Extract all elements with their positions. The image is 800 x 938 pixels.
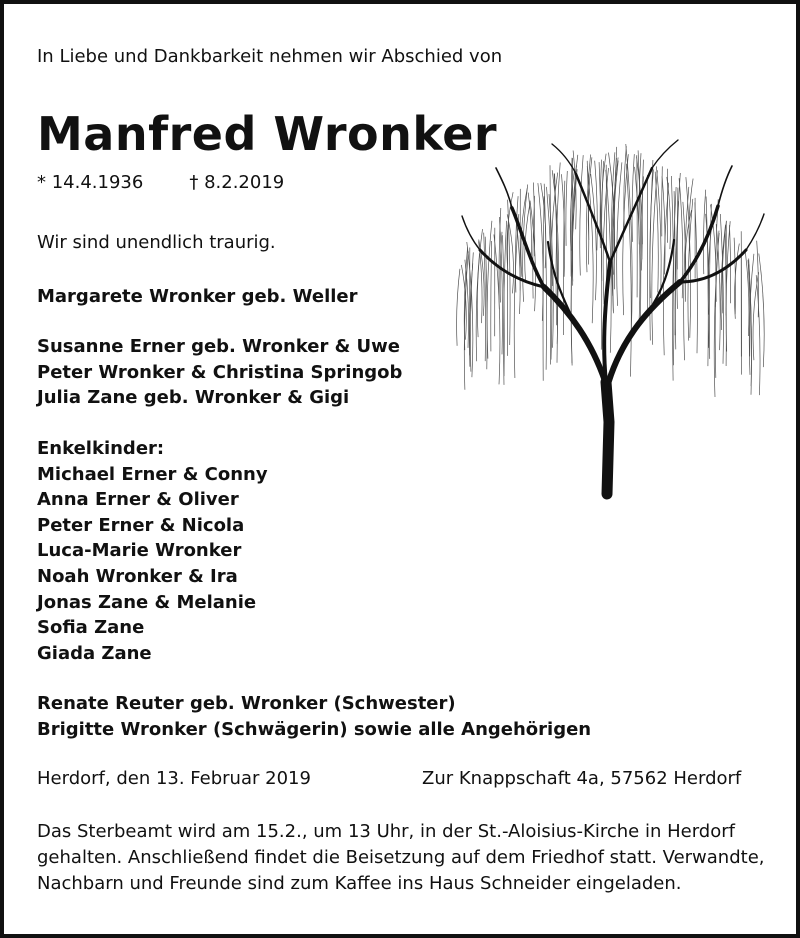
willow-twig	[632, 154, 634, 242]
willow-twig	[614, 147, 617, 289]
willow-twig	[662, 166, 663, 236]
lead-text: Wir sind unendlich traurig.	[37, 232, 276, 253]
grandchild-entry: Jonas Zane & Melanie	[37, 591, 257, 613]
willow-twig	[476, 253, 479, 361]
relative-entry: Renate Reuter geb. Wronker (Schwester)	[37, 693, 456, 714]
life-dates	[37, 172, 284, 193]
willow-twig	[491, 241, 492, 351]
willow-twig	[759, 254, 764, 368]
place-date: Herdorf, den 13. Februar 2019	[37, 768, 311, 789]
child-entry: Susanne Erner geb. Wronker & Uwe	[37, 336, 401, 357]
grandchild-entry: Giada Zane	[37, 642, 152, 664]
birth-date: * 14.4.1936	[37, 172, 144, 193]
willow-twig	[753, 272, 759, 360]
willow-twig	[756, 275, 760, 395]
intro-text: In Liebe und Dankbarkeit nehmen wir Abschied von	[37, 46, 503, 67]
willow-twig	[726, 221, 730, 351]
weeping-willow-tree-icon	[452, 122, 770, 502]
child-entry: Julia Zane geb. Wronker & Gigi	[37, 387, 350, 409]
grandchild-entry: Noah Wronker & Ira	[37, 565, 238, 587]
mourning-address: Zur Knappschaft 4a, 57562 Herdorf	[422, 768, 742, 789]
willow-twig	[547, 187, 552, 360]
grandchild-entry: Luca-Marie Wronker	[37, 540, 242, 562]
grandchild-entry: Anna Erner & Oliver	[37, 489, 239, 511]
grandchildren-heading: Enkelkinder:	[37, 438, 165, 459]
willow-twig	[457, 269, 460, 346]
funeral-info-line: gehalten. Anschließend findet die Beisetzung auf dem Friedhof statt. Verwandte,	[37, 846, 765, 868]
spouse-name: Margarete Wronker geb. Weller	[37, 286, 358, 307]
relatives-block	[37, 691, 591, 742]
willow-twig	[550, 165, 551, 364]
willow-twig	[662, 176, 665, 274]
grandchild-entry: Michael Erner & Conny	[37, 463, 268, 485]
willow-twig	[656, 166, 661, 301]
willow-twig	[642, 160, 643, 245]
spouse-block	[37, 284, 358, 310]
grandchildren-block	[37, 436, 268, 666]
grandchild-entry: Sofia Zane	[37, 617, 145, 639]
relative-entry: Brigitte Wronker (Schwägerin) sowie alle Angehörigen	[37, 718, 592, 740]
death-date: † 8.2.2019	[189, 172, 285, 193]
funeral-info-line: Nachbarn und Freunde sind zum Kaffee ins Haus Schneider eingeladen.	[37, 872, 682, 894]
deceased-name: Manfred Wronker	[37, 107, 498, 161]
willow-twig	[538, 183, 543, 321]
willow-twig	[580, 155, 583, 275]
funeral-info-line: Das Sterbeamt wird am 15.2., um 13 Uhr, in der St.-Aloisius-Kirche in Herdorf	[37, 821, 735, 842]
willow-twig	[591, 174, 597, 300]
funeral-info	[37, 819, 777, 896]
willow-twig	[703, 190, 705, 274]
willow-twig	[677, 173, 680, 309]
grandchild-entry: Peter Erner & Nicola	[37, 514, 245, 536]
willow-twig	[566, 171, 567, 246]
willow-twig	[516, 219, 520, 314]
children-block	[37, 334, 402, 411]
child-entry: Peter Wronker & Christina Springob	[37, 361, 403, 383]
